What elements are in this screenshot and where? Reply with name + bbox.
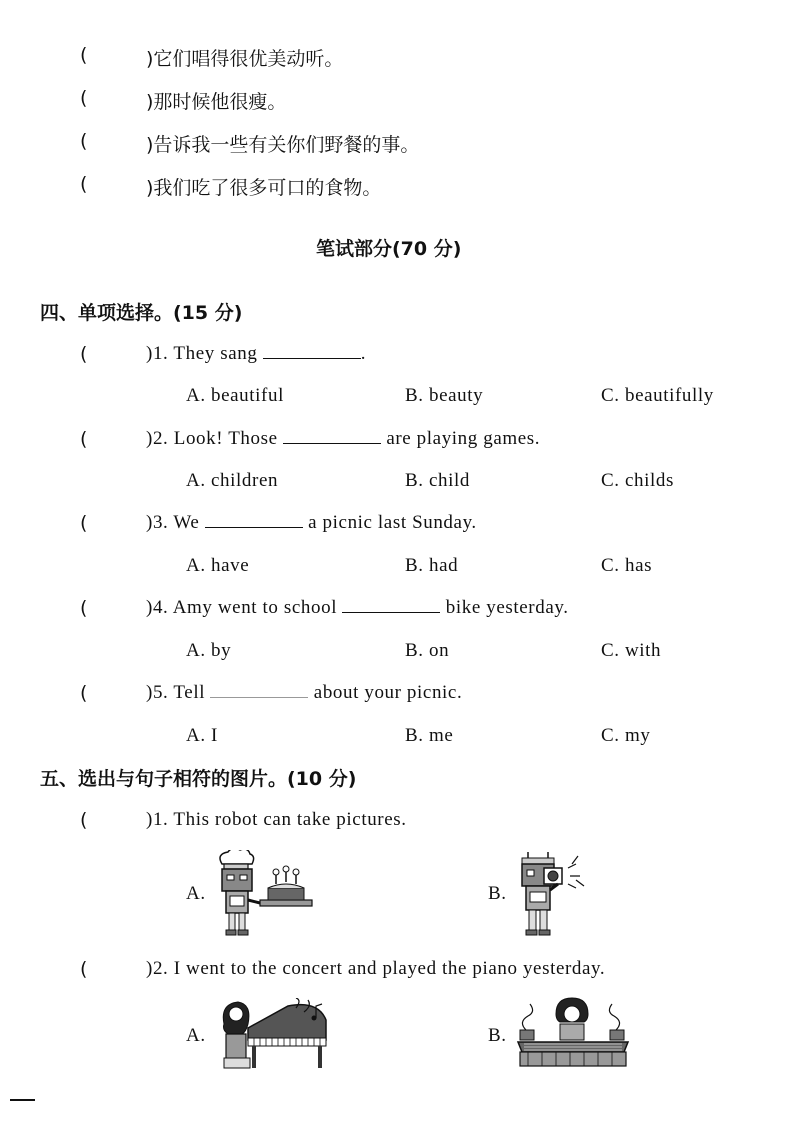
- written-part-title: 笔试部分(70 分): [316, 238, 462, 260]
- question-text: .: [360, 343, 367, 364]
- answer-blank[interactable]: [263, 343, 361, 359]
- answer-blank[interactable]: [342, 597, 440, 613]
- section4-title: 四、单项选择。(15 分): [40, 302, 243, 324]
- option-b: B. beauty: [405, 385, 484, 406]
- girl-playing-guzheng-picture[interactable]: [514, 996, 632, 1070]
- option-a-label: A.: [186, 883, 206, 904]
- option-c: C. beautifully: [601, 385, 714, 406]
- question-text: are playing games.: [386, 428, 541, 449]
- mc-question-5: [146, 682, 462, 704]
- robot-cook-picture[interactable]: [212, 850, 316, 938]
- option-c: C. childs: [601, 470, 674, 491]
- option-a: A. beautiful: [186, 385, 284, 406]
- option-a: A. by: [186, 640, 232, 661]
- translation-text: 那时候他很瘦。: [153, 91, 287, 113]
- option-b: B. had: [405, 555, 459, 576]
- question-number: 5.: [152, 682, 169, 703]
- paren-open: (: [80, 130, 88, 152]
- translation-text: 告诉我一些有关你们野餐的事。: [153, 134, 420, 156]
- paren-open: (: [80, 597, 88, 619]
- translation-item-1: [146, 44, 343, 71]
- paren-open: (: [80, 87, 88, 109]
- translation-item-2: [146, 87, 286, 114]
- option-b-label: B.: [488, 1025, 507, 1046]
- question-text: We: [173, 512, 200, 533]
- paren-open: (: [80, 343, 88, 365]
- paren-close: ): [146, 809, 153, 830]
- page-corner-rule: [10, 1099, 35, 1101]
- question-text: bike yesterday.: [445, 597, 569, 618]
- question-text: Tell: [173, 682, 206, 703]
- question-number: 1.: [152, 809, 169, 830]
- option-c: C. with: [601, 640, 662, 661]
- question-number: 1.: [152, 343, 169, 364]
- question-number: 3.: [152, 512, 169, 533]
- mc-question-3: [146, 512, 477, 534]
- option-a-label: A.: [186, 1025, 206, 1046]
- question-text: a picnic last Sunday.: [308, 512, 477, 533]
- answer-blank[interactable]: [210, 682, 308, 698]
- option-b: B. on: [405, 640, 450, 661]
- robot-camera-picture[interactable]: [514, 850, 590, 938]
- question-text: about your picnic.: [313, 682, 463, 703]
- paren-open: (: [80, 428, 88, 450]
- question-text: This robot can take pictures.: [173, 809, 407, 830]
- paren-open: (: [80, 682, 88, 704]
- mc-question-1: [146, 343, 366, 365]
- paren-open: (: [80, 173, 88, 195]
- paren-close: ): [146, 428, 153, 449]
- paren-close: ): [146, 597, 153, 618]
- option-a: A. have: [186, 555, 250, 576]
- translation-text: 它们唱得很优美动听。: [153, 48, 344, 70]
- paren-close: ): [146, 682, 153, 703]
- question-text: They sang: [173, 343, 258, 364]
- paren-close: ): [146, 134, 154, 156]
- question-text: Amy went to school: [172, 597, 338, 618]
- mc-question-4: [146, 597, 569, 619]
- option-c: C. my: [601, 725, 651, 746]
- option-b-label: B.: [488, 883, 507, 904]
- option-a: A. children: [186, 470, 279, 491]
- paren-open: (: [80, 512, 88, 534]
- question-text: I went to the concert and played the piano yesterday.: [173, 958, 606, 979]
- section5-title: 五、选出与句子相符的图片。(10 分): [40, 768, 357, 790]
- paren-open: (: [80, 809, 88, 831]
- picture-question-2: [146, 958, 605, 980]
- mc-question-2: [146, 428, 540, 450]
- paren-close: ): [146, 958, 153, 979]
- option-b: B. child: [405, 470, 470, 491]
- question-text: Look! Those: [173, 428, 278, 449]
- question-number: 4.: [152, 597, 169, 618]
- translation-item-3: [146, 130, 419, 157]
- paren-open: (: [80, 958, 88, 980]
- paren-close: ): [146, 48, 154, 70]
- option-b: B. me: [405, 725, 454, 746]
- answer-blank[interactable]: [283, 428, 381, 444]
- paren-close: ): [146, 177, 154, 199]
- girl-playing-piano-picture[interactable]: [218, 998, 330, 1070]
- paren-close: ): [146, 91, 154, 113]
- answer-blank[interactable]: [205, 512, 303, 528]
- translation-item-4: [146, 173, 381, 200]
- paren-close: ): [146, 343, 153, 364]
- paren-open: (: [80, 44, 88, 66]
- picture-question-1: [146, 809, 407, 831]
- question-number: 2.: [152, 958, 169, 979]
- translation-text: 我们吃了很多可口的食物。: [153, 177, 382, 199]
- option-a: A. I: [186, 725, 218, 746]
- paren-close: ): [146, 512, 153, 533]
- option-c: C. has: [601, 555, 653, 576]
- question-number: 2.: [152, 428, 169, 449]
